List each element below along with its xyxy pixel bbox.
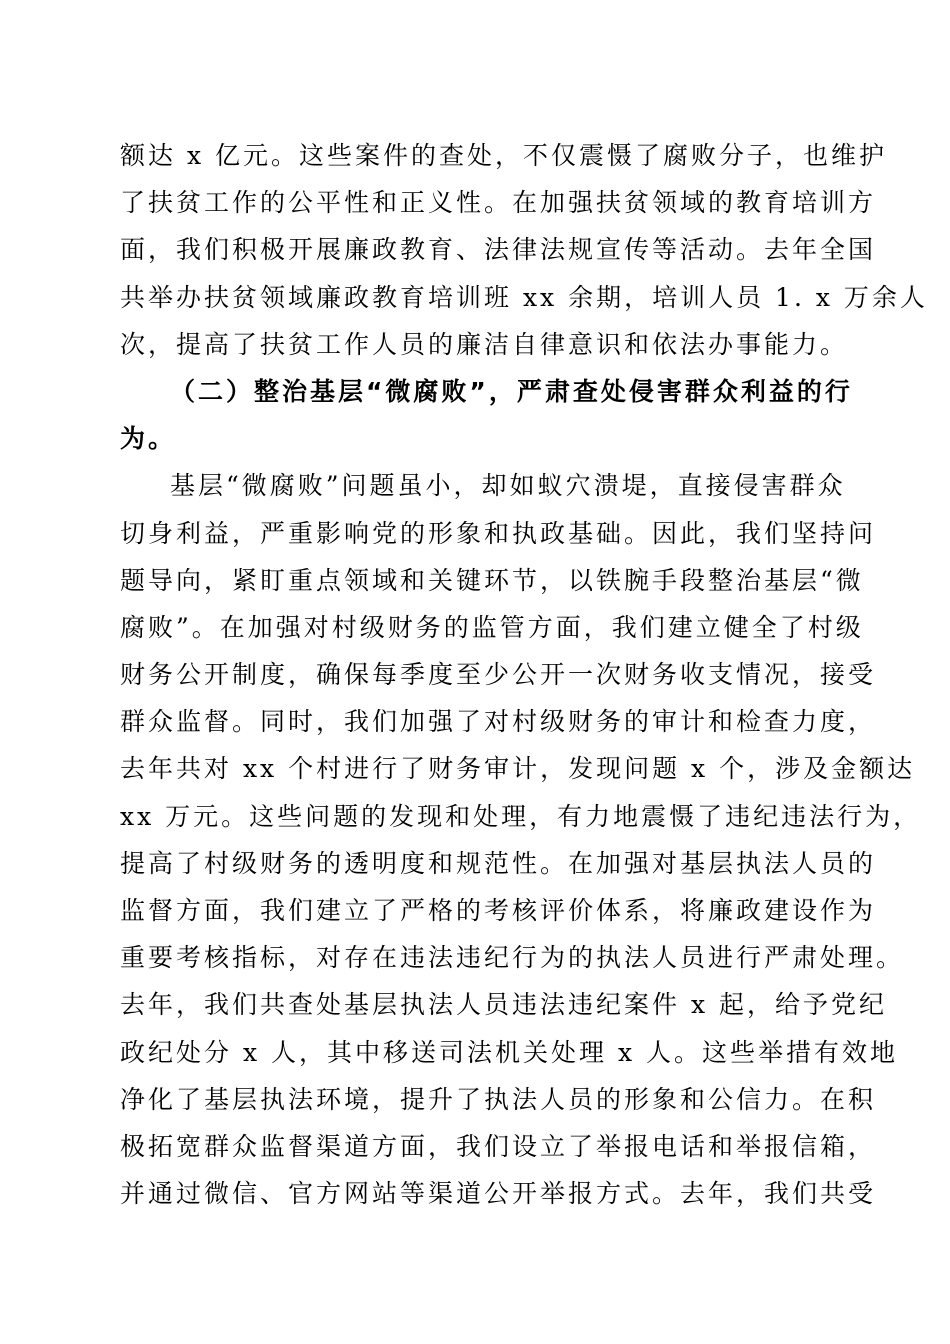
text-line: 去年，我们共查处基层执法人员违法违纪案件 x 起，给予党纪 [120, 990, 887, 1020]
text-line: 财务公开制度，确保每季度至少公开一次财务收支情况，接受 [120, 660, 877, 690]
paragraph-micro-corruption [120, 462, 922, 1217]
text-line: xx 万元。这些问题的发现和处理，有力地震慑了违纪违法行为， [120, 801, 922, 831]
text-line: 题导向，紧盯重点领域和关键环节，以铁腕手段整治基层“微 [120, 565, 864, 595]
text-line: 群众监督。同时，我们加强了对村级财务的审计和检查力度， [120, 707, 877, 737]
text-line: 极拓宽群众监督渠道方面，我们设立了举报电话和举报信箱， [120, 1131, 877, 1161]
heading-line: 为。 [120, 424, 177, 454]
paragraph-poverty-education [120, 132, 928, 368]
heading-line: （二）整治基层“微腐败”，严肃查处侵害群众利益的行 [170, 376, 853, 406]
text-line: 净化了基层执法环境，提升了执法人员的形象和公信力。在积 [120, 1084, 877, 1114]
text-line: 额达 x 亿元。这些案件的查处，不仅震慑了腐败分子，也维护 [120, 141, 887, 170]
text-line: 切身利益，严重影响党的形象和执政基础。因此，我们坚持问 [120, 518, 877, 548]
text-line: 并通过微信、官方网站等渠道公开举报方式。去年，我们共受 [120, 1179, 877, 1209]
text-line: 提高了村级财务的透明度和规范性。在加强对基层执法人员的 [120, 848, 877, 878]
text-line: 共举办扶贫领域廉政教育培训班 xx 余期，培训人员 1. x 万余人 [120, 282, 928, 312]
text-line: 次，提高了扶贫工作人员的廉洁自律意识和依法办事能力。 [120, 329, 849, 359]
text-line: 基层“微腐败”问题虽小，却如蚁穴溃堤，直接侵害群众 [170, 471, 846, 501]
section-heading [120, 368, 853, 462]
text-line: 腐败”。在加强对村级财务的监管方面，我们建立健全了村级 [120, 612, 864, 642]
text-line: 了扶贫工作的公平性和正义性。在加强扶贫领域的教育培训方 [120, 188, 877, 218]
text-line: 政纪处分 x 人，其中移送司法机关处理 x 人。这些举措有效地 [120, 1037, 898, 1067]
text-line: 重要考核指标，对存在违法违纪行为的执法人员进行严肃处理。 [120, 943, 905, 973]
text-line: 监督方面，我们建立了严格的考核评价体系，将廉政建设作为 [120, 896, 877, 925]
document-body [120, 132, 928, 1217]
text-line: 面，我们积极开展廉政教育、法律法规宣传等活动。去年全国 [120, 235, 877, 265]
text-line: 去年共对 xx 个村进行了财务审计，发现问题 x 个，涉及金额达 [120, 754, 916, 784]
